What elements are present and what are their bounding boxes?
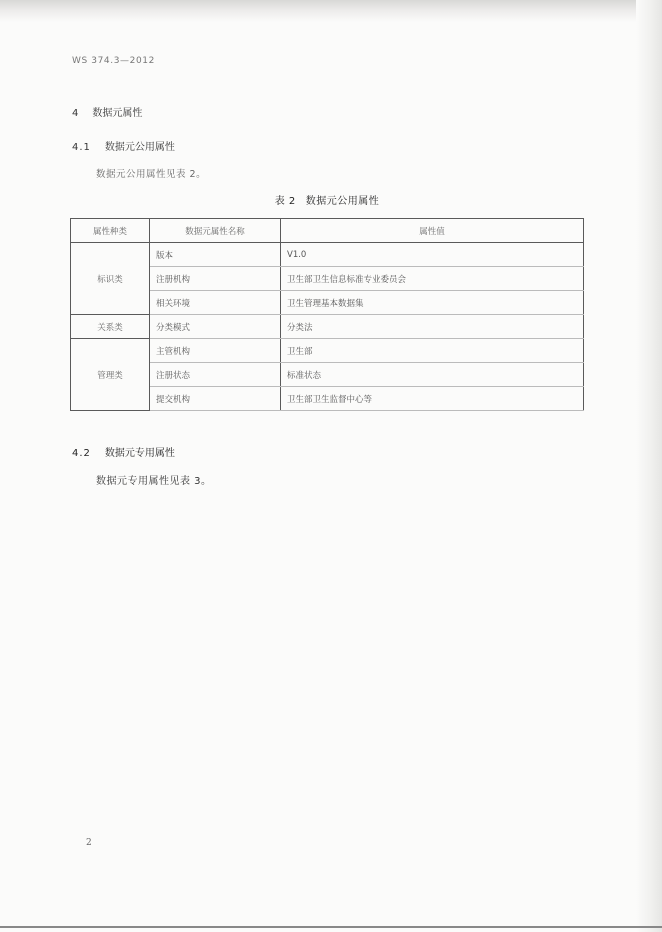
section-number: 4.1 <box>72 142 91 153</box>
column-header-attribute-name: 数据元属性名称 <box>150 219 281 243</box>
attribute-name-cell: 版本 <box>150 243 281 267</box>
section-4-2-paragraph: 数据元专用属性见表 3。 <box>96 476 212 487</box>
attribute-value-cell: V1.0 <box>281 243 584 267</box>
attribute-name-cell: 提交机构 <box>150 387 281 411</box>
category-cell: 标识类 <box>71 243 150 315</box>
section-4-2-heading <box>72 444 175 459</box>
attribute-name-cell: 分类模式 <box>150 315 281 339</box>
attribute-name-cell: 主管机构 <box>150 339 281 363</box>
attribute-name-cell: 注册状态 <box>150 363 281 387</box>
category-cell: 管理类 <box>71 339 150 411</box>
data-element-attributes-table <box>70 218 584 411</box>
attribute-name-cell: 注册机构 <box>150 267 281 291</box>
table-header-row <box>71 219 584 243</box>
section-4-1-heading <box>72 138 175 153</box>
attribute-value-cell: 卫生部 <box>281 339 584 363</box>
section-title: 数据元属性 <box>92 108 143 119</box>
attribute-value-cell: 标准状态 <box>281 363 584 387</box>
table-row <box>71 339 584 363</box>
scan-top-shadow <box>0 0 662 22</box>
page-bottom-edge <box>0 926 662 928</box>
table-caption-title: 数据元公用属性 <box>305 196 380 207</box>
scan-right-shadow <box>636 0 662 932</box>
table-row <box>71 243 584 267</box>
section-4-heading <box>72 104 142 119</box>
attribute-value-cell: 卫生部卫生监督中心等 <box>281 387 584 411</box>
column-header-attribute-value: 属性值 <box>281 219 584 243</box>
category-cell: 关系类 <box>71 315 150 339</box>
table-caption-number: 表 2 <box>274 196 296 207</box>
page-number: 2 <box>86 838 92 848</box>
section-title: 数据元专用属性 <box>104 448 175 459</box>
section-title: 数据元公用属性 <box>104 142 175 153</box>
table-row <box>71 315 584 339</box>
section-number: 4 <box>72 108 79 119</box>
column-header-category: 属性种类 <box>71 219 150 243</box>
section-number: 4.2 <box>72 448 91 459</box>
section-4-1-paragraph: 数据元公用属性见表 2。 <box>96 169 207 180</box>
attribute-value-cell: 分类法 <box>281 315 584 339</box>
attribute-value-cell: 卫生管理基本数据集 <box>281 291 584 315</box>
standard-code-header: WS 374.3—2012 <box>72 56 155 66</box>
table-2-caption <box>70 192 584 207</box>
attribute-value-cell: 卫生部卫生信息标准专业委员会 <box>281 267 584 291</box>
attribute-name-cell: 相关环境 <box>150 291 281 315</box>
